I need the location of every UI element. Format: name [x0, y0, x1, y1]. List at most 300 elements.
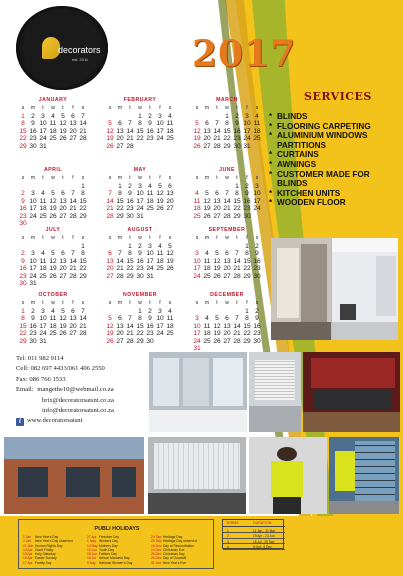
weekday-label: s [195, 300, 199, 306]
weekday-label: f [72, 105, 74, 111]
holiday-item [151, 561, 197, 565]
calendar-day: 8 [245, 315, 249, 323]
weekday-label: t [42, 105, 44, 111]
photo-office-room [332, 238, 398, 340]
service-label: BLINDS [277, 112, 308, 121]
holiday-date: 27 Apr [87, 535, 97, 539]
calendar-day: 16 [136, 257, 144, 265]
term-number: 2 [227, 534, 229, 538]
calendar-day: 10 [29, 257, 37, 265]
calendar-day: 21 [79, 322, 87, 330]
calendar-day: 27 [116, 142, 124, 150]
calendar-day: 10 [29, 197, 37, 205]
calendar-day: 25 [49, 135, 57, 143]
calendar-day: 21 [126, 135, 134, 143]
holiday-item [87, 561, 132, 565]
calendar-day: 11 [39, 257, 47, 265]
calendar-day: 30 [243, 212, 251, 220]
calendar-day: 7 [235, 315, 239, 323]
month-december [192, 292, 274, 354]
month-name: APRIL [43, 167, 63, 173]
weekday-label: s [21, 300, 25, 306]
calendar-day: 9 [255, 250, 259, 258]
calendar-day: 23 [29, 135, 37, 143]
holiday-column [151, 535, 197, 565]
term-number: 3 [227, 539, 229, 544]
calendar-day: 1 [235, 183, 239, 190]
service-item [269, 189, 403, 199]
calendar-day: 28 [116, 272, 124, 280]
calendar-day: 2 [21, 190, 25, 198]
calendar-day: 13 [69, 120, 77, 128]
calendar-day: 7 [71, 190, 75, 198]
holiday-name: Freedom Day [99, 535, 119, 539]
calendar-day: 28 [106, 212, 114, 220]
weekday-label: t [42, 235, 44, 241]
calendar-day: 24 [136, 205, 144, 213]
calendar-day: 10 [39, 315, 47, 323]
calendar-day: 5 [195, 120, 199, 128]
holiday-name: Human Rights Day [35, 543, 63, 548]
weekday-header [192, 300, 274, 306]
calendar-day: 15 [243, 257, 251, 265]
calendar-day: 2 [235, 113, 239, 120]
calendar-day: 29 [243, 272, 251, 280]
calendar-day: 25 [203, 272, 211, 280]
calendar-day: 30 [253, 272, 261, 280]
calendar-day: 5 [51, 190, 55, 198]
calendar-day: 24 [243, 135, 251, 143]
calendar-day: 14 [69, 197, 77, 205]
weekday-label: w [51, 105, 55, 111]
calendar-day: 9 [21, 197, 25, 205]
calendar-day: 14 [223, 197, 231, 205]
calendar-day: 17 [193, 265, 201, 273]
terms-header-duration: DURATION [253, 521, 272, 525]
brand-name: decorators [58, 45, 101, 55]
weekday-label: s [168, 235, 172, 241]
month-name: NOVEMBER [123, 292, 157, 298]
weekday-header [18, 105, 100, 111]
weekday-label: t [236, 105, 238, 111]
facebook-icon: f [16, 418, 24, 426]
service-label: ALUMINIUM WINDOWS [277, 131, 368, 141]
calendar-day: 12 [213, 322, 221, 330]
weekday-label: s [168, 105, 172, 111]
calendar-day: 16 [19, 205, 27, 213]
calendar-day: 6 [108, 250, 112, 258]
calendar-day: 14 [233, 257, 241, 265]
calendar-day: 18 [203, 330, 211, 338]
calendar-day: 13 [59, 257, 67, 265]
calendar-day: 1 [138, 113, 142, 120]
month-name: JUNE [219, 167, 235, 173]
calendar-day: 29 [116, 212, 124, 220]
month-november [105, 292, 187, 354]
holiday-date: 26 Dec [151, 556, 162, 561]
calendar-day: 1 [21, 113, 25, 120]
calendar-day: 31 [39, 142, 47, 150]
calendar-day: 10 [193, 322, 201, 330]
calendar-day: 14 [126, 127, 134, 135]
calendar-day: 14 [233, 322, 241, 330]
calendar-day: 24 [39, 330, 47, 338]
calendar-day: 12 [156, 190, 164, 198]
calendar-day: 11 [39, 197, 47, 205]
calendar-day: 11 [166, 120, 174, 128]
calendar-day: 31 [39, 337, 47, 345]
calendar-day: 8 [118, 190, 122, 198]
calendar-day: 24 [156, 135, 164, 143]
weekday-label: f [159, 235, 161, 241]
calendar-day: 4 [158, 243, 162, 250]
weekday-label: f [159, 175, 161, 181]
calendar-day: 30 [253, 337, 261, 345]
holiday-date: 17 Apr [23, 560, 33, 565]
calendar-day: 29 [79, 272, 87, 280]
calendar-day: 20 [203, 135, 211, 143]
calendar-day: 13 [203, 127, 211, 135]
calendar-day: 9 [235, 120, 239, 128]
holiday-date: 1 Jan [23, 535, 32, 539]
calendar-day: 4 [168, 113, 172, 120]
calendar-day: 23 [146, 330, 154, 338]
calendar-day: 7 [235, 250, 239, 258]
calendar-day: 9 [128, 190, 132, 198]
calendar-day: 6 [215, 190, 219, 198]
holiday-name: Christmas Eve [163, 547, 185, 552]
calendar-day: 6 [71, 308, 75, 315]
calendar-day: 19 [156, 197, 164, 205]
calendar-day: 12 [213, 257, 221, 265]
holiday-name: Mothers Day [99, 543, 118, 548]
weekday-label: t [129, 175, 131, 181]
calendar-day: 27 [69, 330, 77, 338]
holiday-date: 14 May [87, 543, 98, 548]
calendar-day: 30 [29, 337, 37, 345]
term-duration: 18 Jul - 29 Sep [253, 539, 275, 544]
calendar-day: 9 [255, 315, 259, 323]
calendar-day: 21 [69, 205, 77, 213]
calendar-day: 20 [69, 127, 77, 135]
weekday-label: t [216, 300, 218, 306]
calendar-day: 27 [106, 272, 114, 280]
facebook-row[interactable] [16, 416, 166, 426]
weekday-label: s [81, 175, 85, 181]
photo-house-windows [4, 437, 144, 514]
month-name: OCTOBER [38, 292, 68, 298]
calendar-day: 9 [31, 120, 35, 128]
month-july [18, 227, 100, 289]
calendar-day: 24 [29, 272, 37, 280]
calendar-day: 13 [116, 127, 124, 135]
calendar-day: 17 [39, 322, 47, 330]
calendar-day: 30 [19, 220, 27, 227]
weekday-label: m [30, 300, 36, 306]
calendar-day: 1 [81, 243, 85, 250]
term-row [223, 539, 285, 544]
calendar-day: 9 [245, 190, 249, 198]
calendar-day: 18 [39, 205, 47, 213]
calendar-day: 27 [166, 205, 174, 213]
calendar-day: 4 [51, 113, 55, 120]
calendar-day: 4 [195, 190, 199, 198]
holiday-date: 18 Jun [87, 552, 97, 557]
weekday-label: m [204, 105, 210, 111]
holiday-date: 16 Apr [23, 556, 33, 561]
month-october [18, 292, 100, 354]
calendar-day: 1 [21, 308, 25, 315]
calendar-day: 15 [19, 322, 27, 330]
calendar-day: 14 [69, 257, 77, 265]
calendar-day: 21 [233, 330, 241, 338]
holiday-name: New Year's Day [35, 535, 59, 539]
calendar-day: 29 [243, 337, 251, 345]
calendar-day: 21 [233, 265, 241, 273]
calendar-day: 21 [223, 205, 231, 213]
calendar-day: 23 [233, 135, 241, 143]
calendar-day: 24 [29, 212, 37, 220]
email-link-1[interactable]: mangethe10@webmail.co.za [37, 386, 114, 394]
calendar-day: 2 [245, 183, 249, 190]
term-row [223, 534, 285, 539]
bullet-star-icon: * [269, 112, 273, 121]
calendar-day: 18 [39, 265, 47, 273]
weekday-label: s [108, 300, 112, 306]
weekday-label: f [246, 105, 248, 111]
calendar-day: 13 [116, 322, 124, 330]
calendar-day: 24 [253, 205, 261, 213]
calendar-day: 25 [193, 212, 201, 220]
weekday-label: s [108, 175, 112, 181]
weekday-label: s [255, 105, 259, 111]
weekday-label: w [138, 235, 142, 241]
calendar-day: 7 [81, 113, 85, 120]
calendar-day: 7 [108, 190, 112, 198]
calendar-day: 3 [195, 250, 199, 258]
calendar-day: 27 [223, 272, 231, 280]
email-link-2[interactable]: brix@decoratorsatsnt.co.za [42, 396, 114, 404]
calendar-day: 16 [29, 322, 37, 330]
calendar-day: 30 [233, 142, 241, 150]
calendar-day: 10 [253, 190, 261, 198]
calendar-day: 6 [71, 113, 75, 120]
email-link-3[interactable]: info@decoratorsatsnt.co.za [42, 407, 114, 415]
calendar-day: 21 [69, 265, 77, 273]
calendar-day: 21 [126, 330, 134, 338]
calendar-day: 9 [148, 315, 152, 323]
calendar-day: 18 [193, 205, 201, 213]
calendar-day: 6 [168, 183, 172, 190]
calendar-day: 29 [223, 142, 231, 150]
holiday-date: 24 Sep [151, 535, 162, 539]
month-february [105, 97, 187, 159]
service-item [269, 141, 403, 151]
calendar-day: 14 [213, 127, 221, 135]
calendar-day: 7 [128, 315, 132, 323]
calendar-day: 2 [255, 308, 259, 315]
calendar-day: 2 [31, 113, 35, 120]
service-label: WOODEN FLOOR [277, 198, 346, 208]
calendar-day: 10 [156, 120, 164, 128]
calendar-day: 15 [136, 127, 144, 135]
calendar-day: 17 [243, 127, 251, 135]
holiday-name: Holy Saturday [35, 552, 56, 557]
calendar-day: 21 [79, 127, 87, 135]
holiday-name: Fathers Day [99, 552, 117, 557]
calendar-day: 17 [29, 205, 37, 213]
calendar-day: 12 [59, 315, 67, 323]
calendar-day: 13 [106, 257, 114, 265]
weekday-label: t [149, 300, 151, 306]
calendar-day: 28 [69, 212, 77, 220]
calendar-day: 20 [59, 265, 67, 273]
contact-tel[interactable]: Tel: 011 982 9114 [16, 355, 64, 362]
weekday-label: w [51, 175, 55, 181]
holiday-name: New Year's Day observed [35, 539, 73, 544]
weekday-label: m [204, 175, 210, 181]
holiday-name: Good Friday [35, 547, 54, 552]
holiday-name: Easter Sunday [35, 556, 57, 561]
calendar-day: 18 [166, 127, 174, 135]
service-label: FLOORING CARPETING [277, 121, 371, 131]
calendar-day: 11 [49, 120, 57, 128]
weekday-label: w [225, 300, 229, 306]
service-item [269, 170, 403, 180]
weekday-label: t [62, 175, 64, 181]
calendar-day: 19 [59, 127, 67, 135]
calendar-day: 17 [253, 197, 261, 205]
calendar-day: 27 [116, 337, 124, 345]
calendar-day: 26 [59, 135, 67, 143]
contact-cell[interactable]: Cell: 082 697 4433/061 406 2550 [16, 365, 105, 373]
calendar-day: 28 [233, 272, 241, 280]
holiday-name: Day of Goodwill [163, 556, 187, 561]
calendar-day: 19 [49, 205, 57, 213]
bullet-star-icon: * [269, 131, 273, 141]
weekday-label: w [225, 235, 229, 241]
services-list [269, 112, 403, 208]
photo-blinds-window [148, 437, 246, 514]
calendar-day: 13 [213, 197, 221, 205]
calendar-day: 8 [21, 120, 25, 128]
holiday-name: Heritage Day [163, 535, 183, 539]
holiday-date: 21 Mar [23, 543, 34, 548]
calendar-day: 7 [225, 190, 229, 198]
calendar-day: 1 [225, 113, 229, 120]
month-name: JANUARY [38, 97, 68, 103]
calendar-day: 11 [193, 197, 201, 205]
calendar-day: 24 [39, 135, 47, 143]
calendar-day: 28 [213, 142, 221, 150]
calendar-day: 6 [225, 250, 229, 258]
weekday-label: m [30, 175, 36, 181]
weekday-label: m [117, 235, 123, 241]
holiday-name: Family Day [35, 560, 52, 565]
website-link[interactable]: www.decoratorsatsnt [27, 417, 83, 425]
calendar-day: 16 [126, 197, 134, 205]
calendar-day: 23 [19, 212, 27, 220]
calendar-day: 13 [166, 190, 174, 198]
calendar-day: 20 [223, 265, 231, 273]
calendar-day: 4 [41, 250, 45, 258]
calendar-day: 22 [126, 265, 134, 273]
calendar-day: 20 [116, 135, 124, 143]
service-label: AWNINGS [277, 159, 317, 169]
calendar-day: 26 [49, 272, 57, 280]
calendar-day: 22 [243, 330, 251, 338]
calendar-day: 22 [243, 265, 251, 273]
calendar-day: 24 [193, 337, 201, 345]
calendar-day: 16 [253, 257, 261, 265]
calendar-day: 22 [79, 205, 87, 213]
terms-header-terms: TERMS [226, 521, 239, 525]
calendar-day: 30 [126, 212, 134, 220]
weekday-label: s [21, 235, 25, 241]
calendar-day: 5 [168, 243, 172, 250]
calendar-day: 23 [19, 272, 27, 280]
service-item [269, 198, 403, 208]
weekday-label: t [216, 235, 218, 241]
holiday-column [23, 535, 73, 565]
month-name: AUGUST [127, 227, 153, 233]
holiday-item [23, 561, 73, 565]
weekday-label: w [51, 235, 55, 241]
calendar-day: 11 [146, 190, 154, 198]
calendar-day: 15 [126, 257, 134, 265]
calendar-day: 3 [195, 315, 199, 323]
calendar-day: 12 [193, 127, 201, 135]
calendar-day: 23 [126, 205, 134, 213]
calendar-day: 7 [215, 120, 219, 128]
weekday-label: s [255, 300, 259, 306]
weekday-label: t [216, 105, 218, 111]
holiday-name: Christmas Day [163, 552, 185, 557]
month-name: FEBRUARY [123, 97, 157, 103]
calendar-day: 3 [31, 190, 35, 198]
calendar-day: 2 [128, 183, 132, 190]
calendar-day: 23 [29, 330, 37, 338]
service-label: PARTITIONS [277, 140, 326, 150]
calendar-day: 13 [223, 322, 231, 330]
calendar-day: 1 [81, 183, 85, 190]
calendar-day: 19 [106, 135, 114, 143]
calendar-day: 2 [21, 250, 25, 258]
calendar-day: 11 [203, 257, 211, 265]
brand-tagline: est. 2011 [72, 57, 89, 62]
calendar-day: 6 [61, 190, 65, 198]
calendar-day: 26 [59, 330, 67, 338]
calendar-day: 20 [223, 330, 231, 338]
calendar-day: 8 [138, 120, 142, 128]
calendar-day: 16 [146, 322, 154, 330]
calendar-day: 9 [21, 257, 25, 265]
weekday-label: t [236, 235, 238, 241]
calendar-day: 22 [136, 135, 144, 143]
weekday-header [105, 105, 187, 111]
weekday-header [105, 235, 187, 241]
calendar-day: 4 [255, 113, 259, 120]
weekday-label: w [225, 175, 229, 181]
holiday-date: 24 Dec [151, 547, 162, 552]
weekday-label: t [129, 105, 131, 111]
calendar-day: 10 [243, 120, 251, 128]
calendar-day: 18 [49, 127, 57, 135]
calendar-day: 26 [166, 265, 174, 273]
weekday-label: w [225, 105, 229, 111]
calendar-day: 10 [156, 315, 164, 323]
month-june [192, 167, 274, 229]
